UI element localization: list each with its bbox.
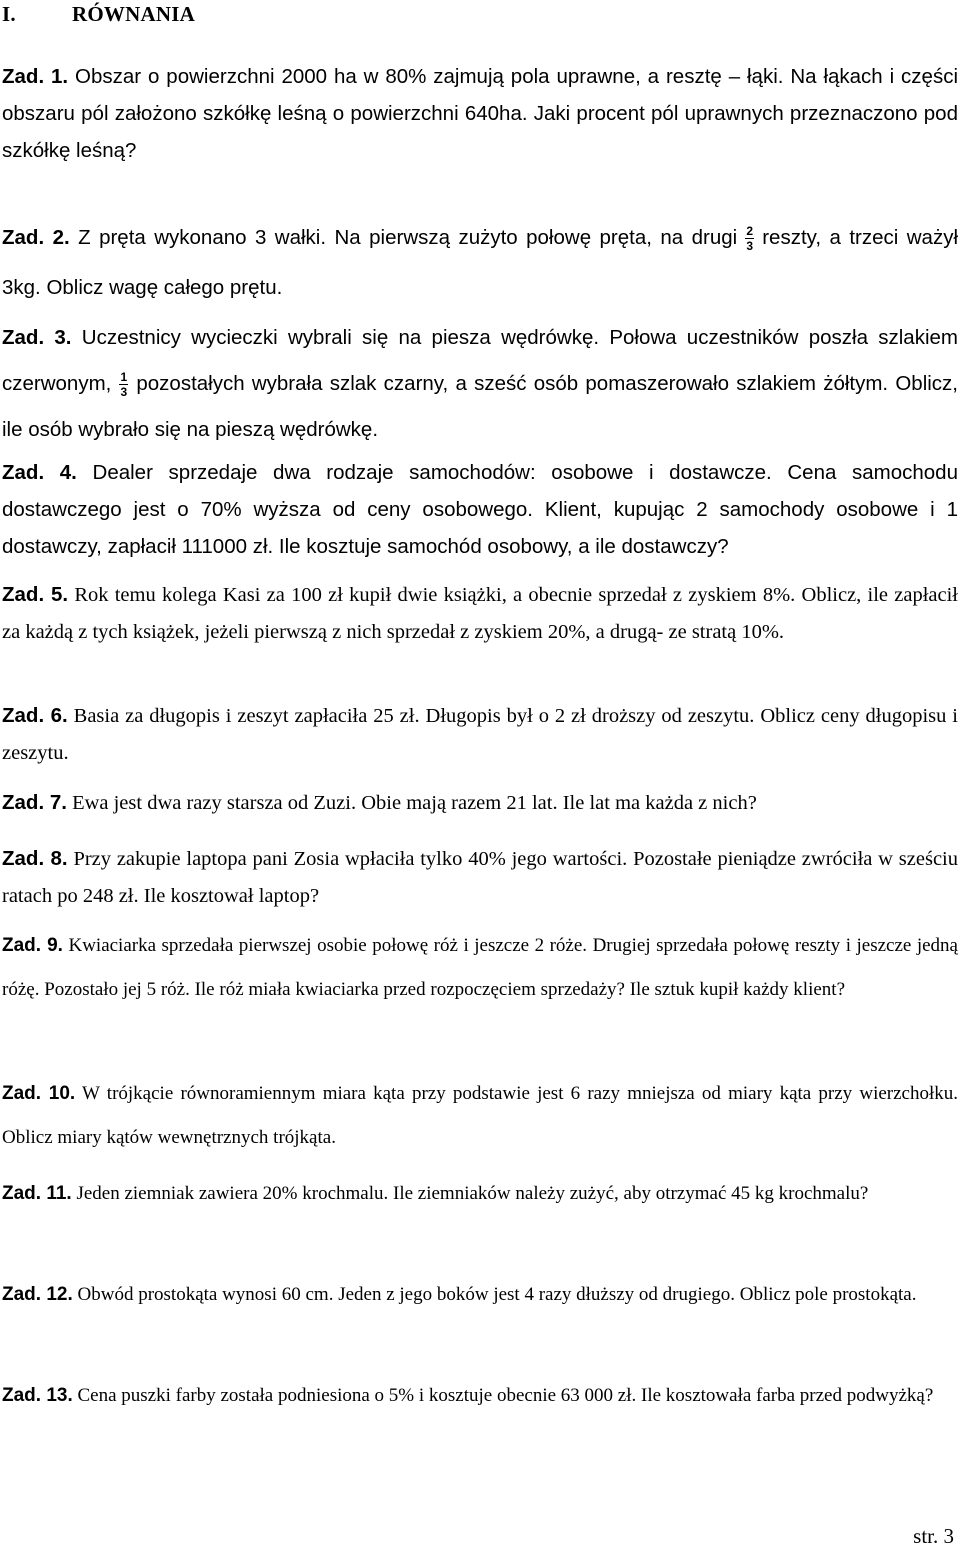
task-label: Zad. 10.: [2, 1083, 76, 1104]
task-text: Rok temu kolega Kasi za 100 zł kupił dwie książki, a obecnie sprzedał z zyskiem 8%. Oblicz, ile zapłacił za każdą z tych książek, jeżeli pierwszą z nich sprzedał z zyskiem 20%, a drugą- ze stratą 10%.: [2, 584, 959, 643]
task-label: Zad. 11.: [2, 1183, 72, 1204]
fraction-one-third: [119, 371, 128, 398]
task-text: pozostałych wybrała szlak czarny, a sześć osób pomaszerowało szlakiem żółtym. Oblicz, ile osób wybrało się na pieszą wędrówkę.: [2, 372, 958, 441]
task-1: [2, 58, 958, 169]
task-label: Zad. 2.: [2, 226, 70, 249]
task-10: [2, 1072, 958, 1160]
task-text: Uczestnicy wycieczki wybrali się na piesza wędrówkę. Połowa uczestników poszła szlakiem czerwonym,: [2, 326, 958, 395]
task-text: Dealer sprzedaje dwa rodzaje samochodów: osobowe i dostawcze. Cena samochodu dostawczego jest o 70% wyższa od ceny osobowego. Klient, kupując 2 samochody osobowe i 1 dostawczy, zapłacił 111000 zł. Ile kosztuje samochód osobowy, a ile dostawczy?: [2, 461, 958, 558]
task-11: [2, 1172, 958, 1216]
task-text: Cena puszki farby została podniesiona o 5% i kosztuje obecnie 63 000 zł. Ile kosztowała farba przed podwyżką?: [77, 1385, 934, 1406]
task-9: [2, 924, 958, 1012]
fraction-denominator: 3: [120, 385, 128, 400]
section-title: RÓWNANIA: [72, 2, 195, 26]
task-label: Zad. 13.: [2, 1385, 73, 1406]
task-label: Zad. 6.: [2, 704, 68, 727]
fraction-denominator: 3: [746, 239, 754, 254]
task-text: Jeden ziemniak zawiera 20% krochmalu. Ile ziemniaków należy zużyć, aby otrzymać 45 kg krochmalu?: [76, 1183, 869, 1204]
task-text: reszty, a trzeci ważył 3kg. Oblicz wagę całego prętu.: [2, 226, 959, 299]
task-text: Przy zakupie laptopa pani Zosia wpłaciła tylko 40% jego wartości. Pozostałe pieniądze zwróciła w sześciu ratach po 248 zł. Ile kosztował laptop?: [2, 848, 958, 907]
task-label: Zad. 12.: [2, 1284, 73, 1305]
task-12: [2, 1273, 958, 1317]
task-text: Kwiaciarka sprzedała pierwszej osobie połowę róż i jeszcze 2 róże. Drugiej sprzedała połowę reszty i jeszcze jedną różę. Pozostało jej 5 róż. Ile róż miała kwiaciarka przed rozpoczęciem sprzedaży? Ile sztuk kupił każdy klient?: [2, 935, 958, 1000]
task-4: [2, 454, 958, 565]
task-label: Zad. 1.: [2, 65, 69, 88]
task-text: Ewa jest dwa razy starsza od Zuzi. Obie mają razem 21 lat. Ile lat ma każda z nich?: [72, 792, 757, 814]
task-label: Zad. 7.: [2, 791, 67, 814]
task-3: [2, 315, 958, 453]
task-label: Zad. 8.: [2, 847, 68, 870]
task-2: [2, 213, 958, 313]
task-label: Zad. 9.: [2, 935, 63, 956]
task-6: [2, 697, 958, 772]
task-8: [2, 840, 958, 915]
task-text: Obszar o powierzchni 2000 ha w 80% zajmują pola uprawne, a resztę – łąki. Na łąkach i części obszaru pól założono szkółkę leśną o powierzchni 640ha. Jaki procent pól uprawnych przeznaczono pod szkółkę leśną?: [2, 65, 959, 162]
task-label: Zad. 3.: [2, 326, 72, 349]
task-text: Z pręta wykonano 3 wałki. Na pierwszą zużyto połowę pręta, na drugi: [78, 226, 738, 249]
task-text: Obwód prostokąta wynosi 60 cm. Jeden z jego boków jest 4 razy dłuższy od drugiego. Oblicz pole prostokąta.: [77, 1284, 917, 1305]
task-5: [2, 576, 958, 651]
fraction-numerator: 2: [746, 224, 754, 239]
task-text: W trójkącie równoramiennym miara kąta przy podstawie jest 6 razy mniejsza od miary kąta przy wierzchołku. Oblicz miary kątów wewnętrznych trójkąta.: [2, 1083, 959, 1148]
page-number: str. 3: [913, 1524, 954, 1548]
task-13: [2, 1374, 958, 1418]
section-heading: [2, 2, 195, 27]
section-number: I.: [2, 2, 16, 26]
task-label: Zad. 4.: [2, 461, 77, 484]
task-label: Zad. 5.: [2, 583, 69, 606]
fraction-two-thirds: [745, 225, 754, 252]
task-7: [2, 784, 958, 822]
fraction-numerator: 1: [120, 370, 128, 385]
task-text: Basia za długopis i zeszyt zapłaciła 25 zł. Długopis był o 2 zł droższy od zeszytu. Oblicz ceny długopisu i zeszytu.: [2, 705, 959, 764]
